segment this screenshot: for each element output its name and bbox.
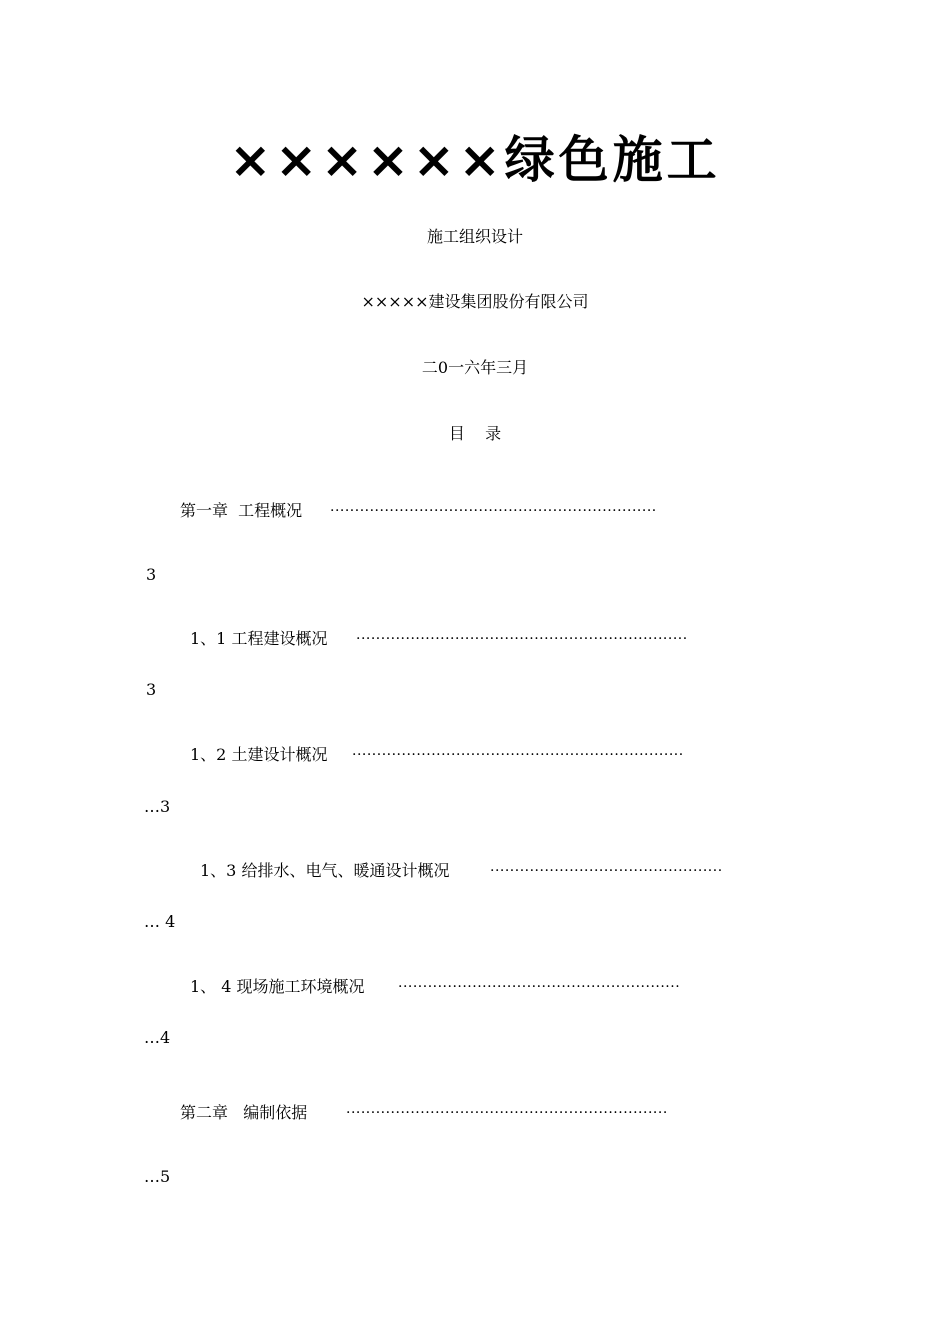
- toc-page-number: …5: [144, 1167, 171, 1186]
- toc-page-number: …3: [144, 797, 171, 816]
- document-subtitle: 施工组织设计: [426, 227, 523, 246]
- document-title: ××××××绿色施工: [229, 131, 721, 189]
- toc-entry-label[interactable]: 第二章 编制依据: [180, 1103, 308, 1122]
- toc-leader-dots: ··································································: [330, 503, 657, 519]
- toc-entry-label[interactable]: 第一章 工程概况: [180, 501, 303, 520]
- toc-entry-label[interactable]: 1、2 土建设计概况: [190, 745, 328, 764]
- toc-leader-dots: ···································································: [352, 747, 684, 763]
- toc-leader-dots: ···································································: [356, 631, 688, 647]
- toc-heading: 目 录: [448, 424, 502, 443]
- company-name: ×××××建设集团股份有限公司: [361, 292, 589, 311]
- toc-page-number: 3: [146, 680, 157, 699]
- toc-leader-dots: ·························································: [398, 979, 681, 995]
- toc-page-number: …4: [144, 1028, 171, 1047]
- toc-leader-dots: ···············································: [490, 863, 723, 879]
- toc-entry-label[interactable]: 1、1 工程建设概况: [190, 629, 328, 648]
- toc-page-number: 3: [146, 565, 157, 584]
- toc-leader-dots: ·································································: [346, 1105, 668, 1121]
- toc-entry-label[interactable]: 1、3 给排水、电气、暖通设计概况: [200, 861, 450, 880]
- toc-entry-label[interactable]: 1、 4 现场施工环境概况: [190, 977, 365, 996]
- document-date: 二0一六年三月: [421, 358, 529, 377]
- toc-page-number: … 4: [144, 912, 176, 931]
